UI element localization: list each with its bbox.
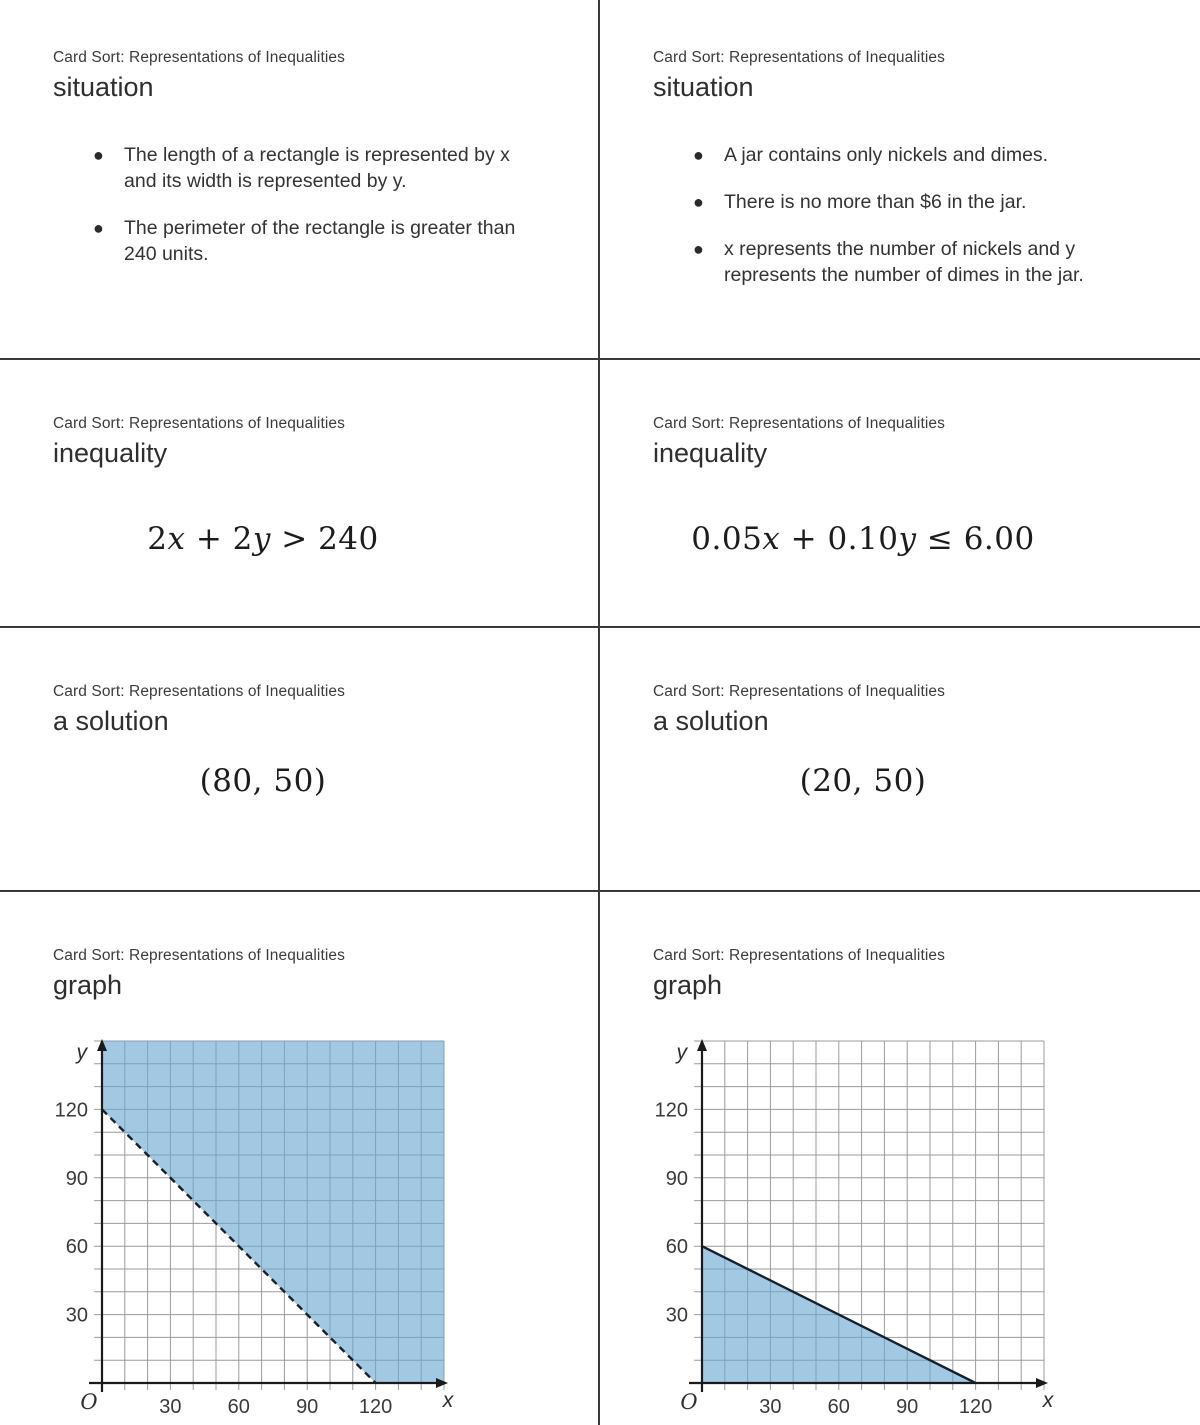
card-title: situation xyxy=(53,72,154,103)
y-tick-label: 60 xyxy=(65,1236,88,1259)
card-header: Card Sort: Representations of Inequalities xyxy=(53,49,345,66)
bullet-icon: ● xyxy=(693,239,704,260)
card-title: inequality xyxy=(653,438,768,469)
x-tick-label: 60 xyxy=(827,1396,850,1419)
x-axis-label: x xyxy=(1042,1389,1054,1413)
graph-figure xyxy=(640,1033,1200,1425)
bullet-icon: ● xyxy=(693,145,704,166)
card-title: a solution xyxy=(653,706,769,737)
x-axis-label: x xyxy=(442,1389,454,1413)
bullet-text: A jar contains only nickels and dimes. xyxy=(724,144,1049,167)
bullet-list xyxy=(653,142,1200,288)
x-tick-label: 60 xyxy=(227,1396,250,1419)
bullet-text: The length of a rectangle is represented by x and its width is represented by y. xyxy=(124,144,510,193)
bullet-list xyxy=(53,142,598,267)
x-axis-arrow-icon xyxy=(1036,1378,1048,1388)
origin-label: O xyxy=(680,1390,698,1415)
y-tick-label: 30 xyxy=(65,1305,88,1328)
y-tick-label: 60 xyxy=(665,1236,688,1259)
y-tick-label: 30 xyxy=(665,1305,688,1328)
x-tick-label: 90 xyxy=(296,1396,319,1419)
graph-canvas xyxy=(640,1033,1060,1425)
graph-canvas xyxy=(40,1033,460,1425)
card-title: inequality xyxy=(53,438,168,469)
card-title: graph xyxy=(653,970,723,1001)
card-situation-rectangle xyxy=(0,0,600,358)
card-header: Card Sort: Representations of Inequalities xyxy=(653,49,945,66)
graph-figure xyxy=(40,1033,598,1425)
list-item xyxy=(93,215,598,267)
origin-label: O xyxy=(80,1390,98,1415)
y-tick-label: 90 xyxy=(665,1168,688,1191)
card-solution-jar xyxy=(600,626,1200,890)
card-title: a solution xyxy=(53,706,169,737)
list-item xyxy=(693,189,1200,215)
list-item xyxy=(693,236,1200,288)
list-item xyxy=(693,142,1200,168)
card-solution-rectangle xyxy=(0,626,600,890)
solution-value: (80, 50) xyxy=(199,763,327,800)
solution-value: (20, 50) xyxy=(799,763,927,800)
y-tick-label: 90 xyxy=(65,1168,88,1191)
x-tick-label: 30 xyxy=(759,1396,782,1419)
card-header: Card Sort: Representations of Inequalities xyxy=(653,415,945,432)
x-tick-label: 120 xyxy=(958,1396,993,1419)
shaded-region xyxy=(102,1041,444,1383)
inequality-formula: 0.05x + 0.10y ≤ 6.00 xyxy=(691,521,1035,558)
card-header: Card Sort: Representations of Inequalities xyxy=(53,683,345,700)
card-header: Card Sort: Representations of Inequalities xyxy=(53,415,345,432)
card-header: Card Sort: Representations of Inequalities xyxy=(53,947,345,964)
y-axis-label: y xyxy=(76,1041,87,1065)
card-inequality-rectangle xyxy=(0,358,600,626)
y-tick-label: 120 xyxy=(54,1099,88,1122)
card-graph-rectangle xyxy=(0,890,600,1425)
bullet-text: The perimeter of the rectangle is greater than 240 units. xyxy=(124,217,516,266)
card-graph-jar xyxy=(600,890,1200,1425)
bullet-text: x represents the number of nickels and y represents the number of dimes in the jar. xyxy=(724,238,1084,287)
bullet-icon: ● xyxy=(93,145,104,166)
card-inequality-jar xyxy=(600,358,1200,626)
x-tick-label: 90 xyxy=(896,1396,919,1419)
card-situation-jar xyxy=(600,0,1200,358)
card-title: situation xyxy=(653,72,754,103)
bullet-icon: ● xyxy=(693,192,704,213)
card-title: graph xyxy=(53,970,123,1001)
y-axis-label: y xyxy=(676,1041,687,1065)
x-tick-label: 30 xyxy=(159,1396,182,1419)
list-item xyxy=(93,142,598,194)
x-tick-label: 120 xyxy=(358,1396,393,1419)
bullet-text: There is no more than $6 in the jar. xyxy=(724,191,1027,214)
inequality-formula: 2x + 2y > 240 xyxy=(147,521,379,558)
card-header: Card Sort: Representations of Inequalities xyxy=(653,947,945,964)
card-header: Card Sort: Representations of Inequalities xyxy=(653,683,945,700)
bullet-icon: ● xyxy=(93,218,104,239)
y-tick-label: 120 xyxy=(654,1099,688,1122)
